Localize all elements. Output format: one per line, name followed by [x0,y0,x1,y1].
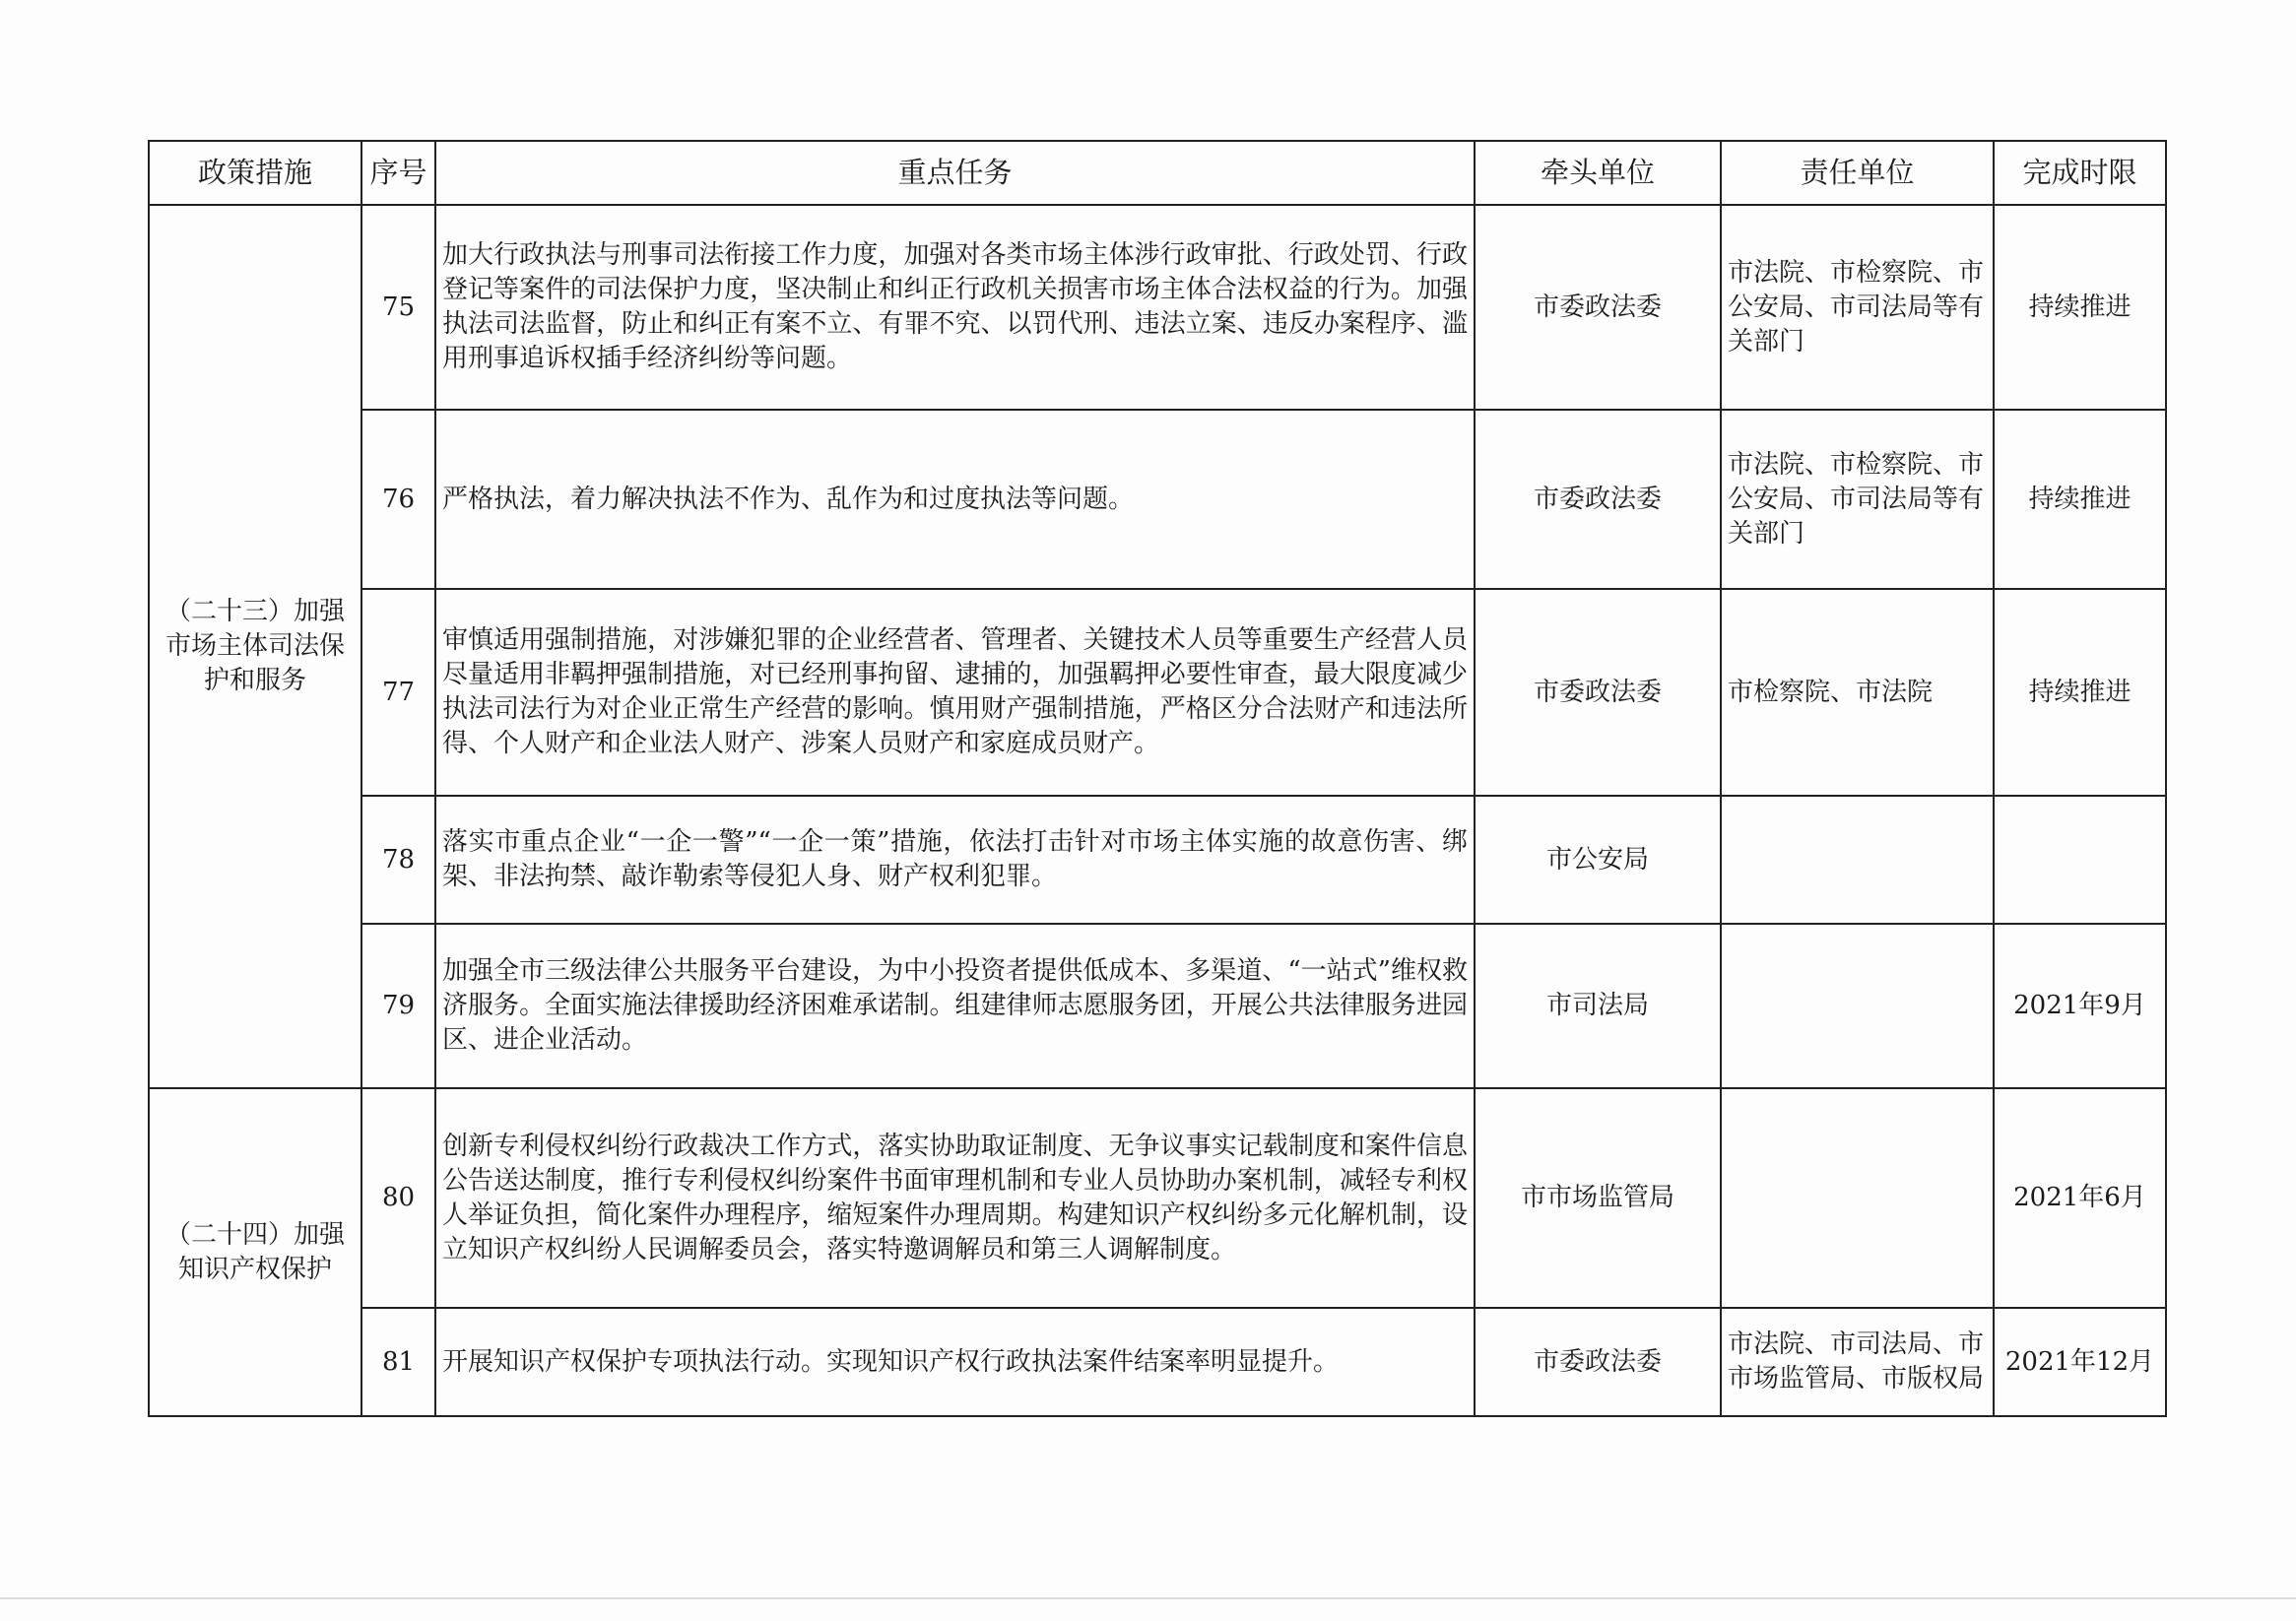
row-number: 77 [361,589,435,796]
lead-unit-cell: 市委政法委 [1475,1308,1721,1416]
table-row [149,410,2166,589]
table-row [149,796,2166,924]
deadline-cell: 2021年9月 [1994,924,2166,1088]
row-number: 79 [361,924,435,1088]
page-bottom-divider [0,1597,2296,1599]
task-cell: 加大行政执法与刑事司法衔接工作力度，加强对各类市场主体涉行政审批、行政处罚、行政登记等案件的司法保护力度，坚决制止和纠正行政机关损害市场主体合法权益的行为。加强执法司法监督，防止和纠正有案不立、有罪不究、以罚代刑、违法立案、违反办案程序、滥用刑事追诉权插手经济纠纷等问题。 [435,205,1475,410]
deadline-cell: 2021年6月 [1994,1088,2166,1308]
row-number: 81 [361,1308,435,1416]
lead-unit-cell: 市委政法委 [1475,589,1721,796]
deadline-cell: 2021年12月 [1994,1308,2166,1416]
lead-unit-cell: 市委政法委 [1475,410,1721,589]
header-measure: 政策措施 [149,141,361,205]
table-row [149,205,2166,410]
policy-measure-cell: （二十四）加强知识产权保护 [149,1088,361,1416]
task-cell: 加强全市三级法律公共服务平台建设，为中小投资者提供低成本、多渠道、“一站式”维权救济服务。全面实施法律援助经济困难承诺制。组建律师志愿服务团，开展公共法律服务进园区、进企业活动。 [435,924,1475,1088]
policy-task-table [148,140,2167,1417]
row-number: 78 [361,796,435,924]
task-cell: 开展知识产权保护专项执法行动。实现知识产权行政执法案件结案率明显提升。 [435,1308,1475,1416]
header-lead: 牵头单位 [1475,141,1721,205]
lead-unit-cell: 市司法局 [1475,924,1721,1088]
header-task: 重点任务 [435,141,1475,205]
task-cell: 落实市重点企业“一企一警”“一企一策”措施，依法打击针对市场主体实施的故意伤害、绑架、非法拘禁、敲诈勒索等侵犯人身、财产权利犯罪。 [435,796,1475,924]
responsible-unit-cell [1721,796,1994,924]
responsible-unit-cell: 市法院、市检察院、市公安局、市司法局等有关部门 [1721,410,1994,589]
table-row [149,589,2166,796]
deadline-cell: 持续推进 [1994,205,2166,410]
row-number: 80 [361,1088,435,1308]
responsible-unit-cell: 市法院、市司法局、市市场监管局、市版权局 [1721,1308,1994,1416]
task-cell: 创新专利侵权纠纷行政裁决工作方式，落实协助取证制度、无争议事实记载制度和案件信息公告送达制度，推行专利侵权纠纷案件书面审理机制和专业人员协助办案机制，减轻专利权人举证负担，简化案件办理程序，缩短案件办理周期。构建知识产权纠纷多元化解机制，设立知识产权纠纷人民调解委员会，落实特邀调解员和第三人调解制度。 [435,1088,1475,1308]
row-number: 76 [361,410,435,589]
responsible-unit-cell [1721,924,1994,1088]
lead-unit-cell: 市市场监管局 [1475,1088,1721,1308]
header-resp: 责任单位 [1721,141,1994,205]
table-row [149,1308,2166,1416]
task-cell: 审慎适用强制措施，对涉嫌犯罪的企业经营者、管理者、关键技术人员等重要生产经营人员尽量适用非羁押强制措施，对已经刑事拘留、逮捕的，加强羁押必要性审查，最大限度减少执法司法行为对企业正常生产经营的影响。慎用财产强制措施，严格区分合法财产和违法所得、个人财产和企业法人财产、涉案人员财产和家庭成员财产。 [435,589,1475,796]
table-header-row [149,141,2166,205]
table-row [149,924,2166,1088]
table-row [149,1088,2166,1308]
lead-unit-cell: 市委政法委 [1475,205,1721,410]
header-deadline: 完成时限 [1994,141,2166,205]
responsible-unit-cell: 市检察院、市法院 [1721,589,1994,796]
responsible-unit-cell [1721,1088,1994,1308]
deadline-cell: 持续推进 [1994,410,2166,589]
policy-measure-cell: （二十三）加强市场主体司法保护和服务 [149,205,361,1088]
row-number: 75 [361,205,435,410]
deadline-cell: 持续推进 [1994,589,2166,796]
task-cell: 严格执法，着力解决执法不作为、乱作为和过度执法等问题。 [435,410,1475,589]
lead-unit-cell: 市公安局 [1475,796,1721,924]
deadline-cell [1994,796,2166,924]
header-num: 序号 [361,141,435,205]
responsible-unit-cell: 市法院、市检察院、市公安局、市司法局等有关部门 [1721,205,1994,410]
